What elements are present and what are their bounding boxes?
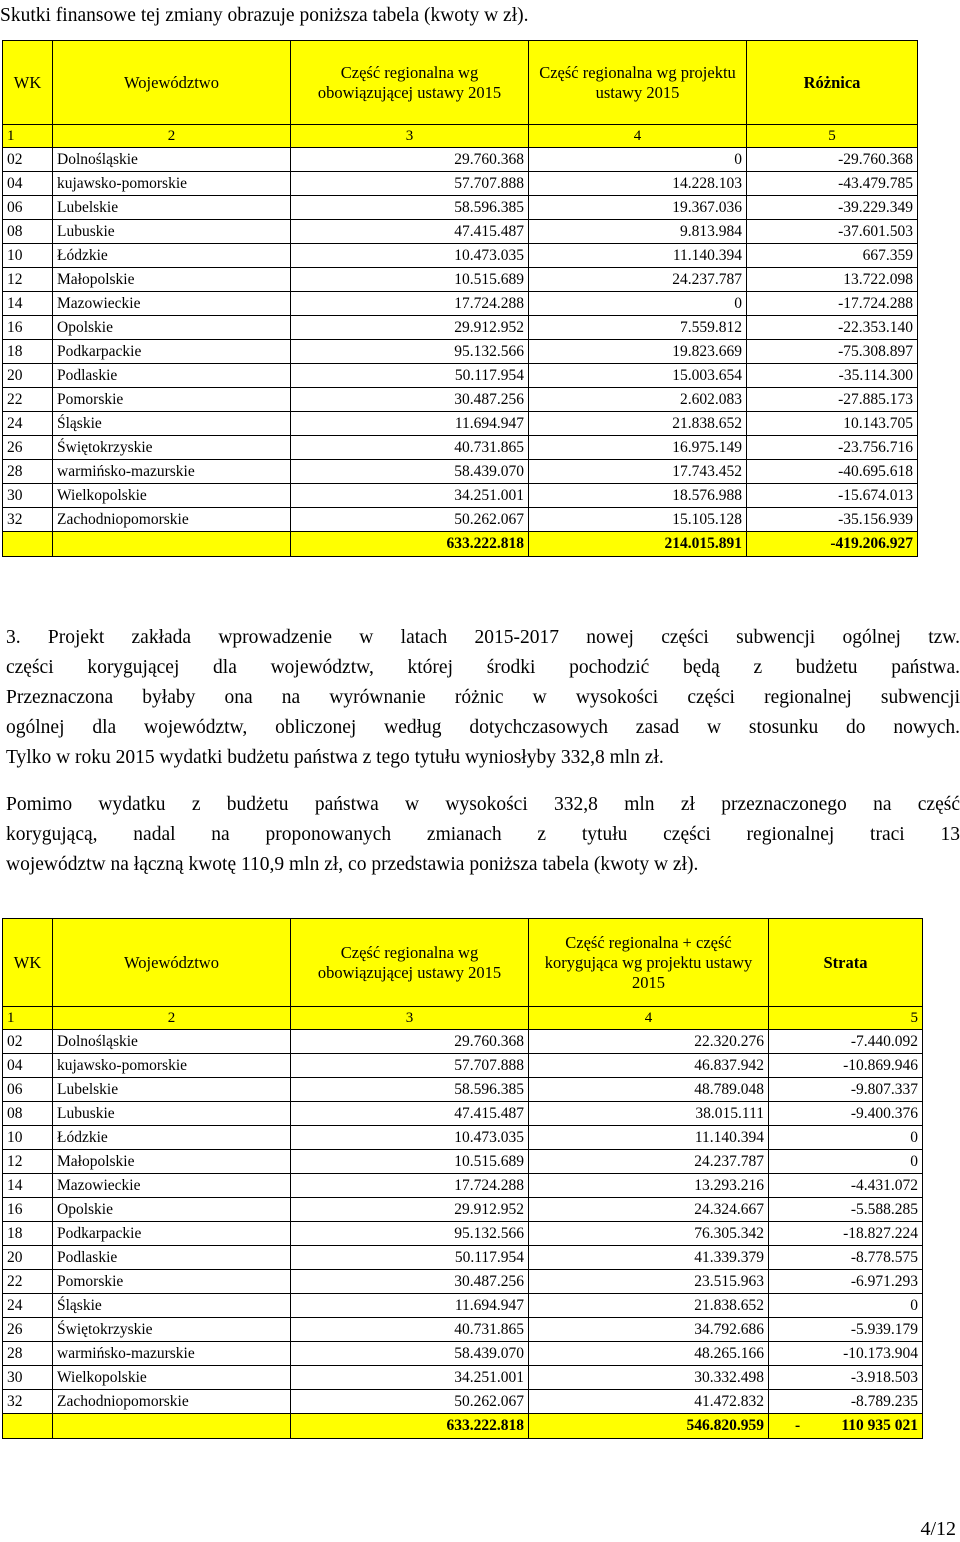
total-loss-value: 110 935 021	[841, 1417, 918, 1434]
row-voivodeship: Małopolskie	[53, 268, 291, 292]
row-current-value: 95.132.566	[291, 1222, 529, 1246]
table-row	[3, 1294, 923, 1318]
table-row	[3, 172, 918, 196]
col-number: 5	[769, 1007, 923, 1030]
row-wk-code: 12	[3, 1150, 53, 1174]
row-current-value: 11.694.947	[291, 412, 529, 436]
table-row	[3, 1078, 923, 1102]
paragraph-line: części korygującej dla województw, której środki pochodzić będą z budżetu państwa.	[6, 657, 960, 678]
row-wk-code: 08	[3, 1102, 53, 1126]
row-project-value: 48.265.166	[529, 1342, 769, 1366]
row-voivodeship: Zachodniopomorskie	[53, 1390, 291, 1414]
row-wk-code: 02	[3, 148, 53, 172]
table-row	[3, 1342, 923, 1366]
row-wk-code: 06	[3, 1078, 53, 1102]
table-row	[3, 388, 918, 412]
total-loss	[769, 1414, 923, 1439]
row-wk-code: 16	[3, 1198, 53, 1222]
row-result-value: 10.143.705	[747, 412, 918, 436]
col-number: 2	[53, 125, 291, 148]
row-current-value: 30.487.256	[291, 1270, 529, 1294]
total-difference: -419.206.927	[747, 532, 918, 557]
paragraph-line: korygującą, nadal na proponowanych zmianach z tytułu części regionalnej traci 13	[6, 824, 960, 845]
col-number: 1	[3, 125, 53, 148]
table-row	[3, 364, 918, 388]
row-project-value: 13.293.216	[529, 1174, 769, 1198]
row-voivodeship: Lubelskie	[53, 196, 291, 220]
col-number: 4	[529, 1007, 769, 1030]
table2-body	[3, 1030, 923, 1414]
row-project-value: 2.602.083	[529, 388, 747, 412]
row-wk-code: 24	[3, 1294, 53, 1318]
row-project-value: 34.792.686	[529, 1318, 769, 1342]
table-row	[3, 1126, 923, 1150]
table-row	[3, 1030, 923, 1054]
row-project-value: 19.367.036	[529, 196, 747, 220]
row-result-value: -5.588.285	[769, 1198, 923, 1222]
row-project-value: 11.140.394	[529, 244, 747, 268]
page-number: 4/12	[920, 1518, 956, 1540]
row-project-value: 7.559.812	[529, 316, 747, 340]
row-wk-code: 14	[3, 292, 53, 316]
row-current-value: 29.760.368	[291, 1030, 529, 1054]
row-current-value: 29.760.368	[291, 148, 529, 172]
row-project-value: 14.228.103	[529, 172, 747, 196]
row-voivodeship: Śląskie	[53, 412, 291, 436]
row-wk-code: 28	[3, 1342, 53, 1366]
row-result-value: -22.353.140	[747, 316, 918, 340]
table-row	[3, 1270, 923, 1294]
row-result-value: -7.440.092	[769, 1030, 923, 1054]
total-project: 546.820.959	[529, 1414, 769, 1439]
row-current-value: 57.707.888	[291, 1054, 529, 1078]
row-voivodeship: Małopolskie	[53, 1150, 291, 1174]
row-project-value: 17.743.452	[529, 460, 747, 484]
header-voivodeship: Województwo	[53, 919, 291, 1007]
row-current-value: 58.439.070	[291, 460, 529, 484]
row-project-value: 19.823.669	[529, 340, 747, 364]
paragraph-3	[6, 623, 960, 773]
header-difference: Różnica	[747, 41, 918, 125]
row-result-value: -9.400.376	[769, 1102, 923, 1126]
table-row	[3, 460, 918, 484]
row-result-value: -5.939.179	[769, 1318, 923, 1342]
row-result-value: -8.789.235	[769, 1390, 923, 1414]
table-row	[3, 268, 918, 292]
col-number: 2	[53, 1007, 291, 1030]
row-current-value: 47.415.487	[291, 1102, 529, 1126]
row-current-value: 10.473.035	[291, 1126, 529, 1150]
row-voivodeship: Lubuskie	[53, 220, 291, 244]
row-voivodeship: Podkarpackie	[53, 340, 291, 364]
row-project-value: 24.237.787	[529, 1150, 769, 1174]
row-voivodeship: Lubuskie	[53, 1102, 291, 1126]
row-project-value: 11.140.394	[529, 1126, 769, 1150]
table-row	[3, 508, 918, 532]
total-empty-cell	[53, 1414, 291, 1439]
row-wk-code: 32	[3, 508, 53, 532]
row-project-value: 15.003.654	[529, 364, 747, 388]
row-current-value: 17.724.288	[291, 292, 529, 316]
total-empty-cell	[3, 532, 53, 557]
row-voivodeship: Wielkopolskie	[53, 484, 291, 508]
row-voivodeship: Świętokrzyskie	[53, 1318, 291, 1342]
row-current-value: 29.912.952	[291, 316, 529, 340]
row-current-value: 95.132.566	[291, 340, 529, 364]
row-voivodeship: Wielkopolskie	[53, 1366, 291, 1390]
row-result-value: -75.308.897	[747, 340, 918, 364]
row-result-value: -3.918.503	[769, 1366, 923, 1390]
row-project-value: 23.515.963	[529, 1270, 769, 1294]
row-current-value: 29.912.952	[291, 1198, 529, 1222]
row-project-value: 41.472.832	[529, 1390, 769, 1414]
row-wk-code: 24	[3, 412, 53, 436]
col-number: 4	[529, 125, 747, 148]
header-current-regional: Część regionalna wg obowiązującej ustawy 2015	[291, 41, 529, 125]
row-project-value: 46.837.942	[529, 1054, 769, 1078]
row-wk-code: 18	[3, 340, 53, 364]
row-project-value: 76.305.342	[529, 1222, 769, 1246]
row-wk-code: 04	[3, 1054, 53, 1078]
header-project-regional: Część regionalna wg projektu ustawy 2015	[529, 41, 747, 125]
row-voivodeship: Opolskie	[53, 316, 291, 340]
header-current-regional: Część regionalna wg obowiązującej ustawy 2015	[291, 919, 529, 1007]
row-project-value: 48.789.048	[529, 1078, 769, 1102]
row-voivodeship: Łódzkie	[53, 1126, 291, 1150]
row-result-value: -4.431.072	[769, 1174, 923, 1198]
table2-total-row	[3, 1414, 923, 1439]
table-row	[3, 292, 918, 316]
row-project-value: 41.339.379	[529, 1246, 769, 1270]
row-project-value: 21.838.652	[529, 1294, 769, 1318]
row-project-value: 38.015.111	[529, 1102, 769, 1126]
row-project-value: 21.838.652	[529, 412, 747, 436]
row-wk-code: 10	[3, 1126, 53, 1150]
row-result-value: -39.229.349	[747, 196, 918, 220]
row-current-value: 50.262.067	[291, 508, 529, 532]
table-row	[3, 484, 918, 508]
row-result-value: -43.479.785	[747, 172, 918, 196]
table-row	[3, 148, 918, 172]
row-wk-code: 18	[3, 1222, 53, 1246]
table-row	[3, 1102, 923, 1126]
row-result-value: 667.359	[747, 244, 918, 268]
row-wk-code: 28	[3, 460, 53, 484]
row-result-value: -35.156.939	[747, 508, 918, 532]
row-current-value: 34.251.001	[291, 1366, 529, 1390]
paragraph-line: 3. Projekt zakłada wprowadzenie w latach 2015-2017 nowej części subwencji ogólnej tzw.	[6, 627, 960, 648]
row-result-value: -17.724.288	[747, 292, 918, 316]
header-wk: WK	[3, 919, 53, 1007]
row-result-value: -8.778.575	[769, 1246, 923, 1270]
row-current-value: 34.251.001	[291, 484, 529, 508]
row-wk-code: 08	[3, 220, 53, 244]
row-project-value: 0	[529, 148, 747, 172]
row-voivodeship: Podlaskie	[53, 364, 291, 388]
row-result-value: 0	[769, 1150, 923, 1174]
col-number: 3	[291, 1007, 529, 1030]
row-wk-code: 26	[3, 1318, 53, 1342]
row-wk-code: 20	[3, 364, 53, 388]
row-current-value: 47.415.487	[291, 220, 529, 244]
row-result-value: -6.971.293	[769, 1270, 923, 1294]
row-voivodeship: Dolnośląskie	[53, 1030, 291, 1054]
row-current-value: 30.487.256	[291, 388, 529, 412]
header-voivodeship: Województwo	[53, 41, 291, 125]
row-voivodeship: Łódzkie	[53, 244, 291, 268]
row-current-value: 50.262.067	[291, 1390, 529, 1414]
row-current-value: 40.731.865	[291, 1318, 529, 1342]
row-wk-code: 26	[3, 436, 53, 460]
row-project-value: 18.576.988	[529, 484, 747, 508]
table-row	[3, 1222, 923, 1246]
row-voivodeship: Świętokrzyskie	[53, 436, 291, 460]
intro-text: Skutki finansowe tej zmiany obrazuje poniższa tabela (kwoty w zł).	[0, 5, 529, 26]
table-row	[3, 244, 918, 268]
row-wk-code: 02	[3, 1030, 53, 1054]
row-current-value: 11.694.947	[291, 1294, 529, 1318]
row-wk-code: 30	[3, 484, 53, 508]
table-row	[3, 1390, 923, 1414]
total-current: 633.222.818	[291, 1414, 529, 1439]
paragraph-line: Pomimo wydatku z budżetu państwa w wysokości 332,8 mln zł przeznaczonego na część	[6, 794, 960, 815]
total-current: 633.222.818	[291, 532, 529, 557]
row-result-value: -10.173.904	[769, 1342, 923, 1366]
row-wk-code: 30	[3, 1366, 53, 1390]
table1-total-row	[3, 532, 918, 557]
table1-body	[3, 148, 918, 532]
total-loss-dash: -	[795, 1417, 801, 1434]
row-voivodeship: Pomorskie	[53, 1270, 291, 1294]
row-wk-code: 22	[3, 1270, 53, 1294]
row-voivodeship: kujawsko-pomorskie	[53, 172, 291, 196]
row-result-value: 0	[769, 1294, 923, 1318]
row-wk-code: 16	[3, 316, 53, 340]
table-row	[3, 1318, 923, 1342]
row-project-value: 16.975.149	[529, 436, 747, 460]
table-row	[3, 196, 918, 220]
row-result-value: -15.674.013	[747, 484, 918, 508]
table-row	[3, 1246, 923, 1270]
row-project-value: 9.813.984	[529, 220, 747, 244]
row-current-value: 10.473.035	[291, 244, 529, 268]
table-regional-difference	[2, 40, 918, 557]
row-voivodeship: warmińsko-mazurskie	[53, 1342, 291, 1366]
row-current-value: 57.707.888	[291, 172, 529, 196]
table-row	[3, 316, 918, 340]
row-wk-code: 20	[3, 1246, 53, 1270]
row-project-value: 24.324.667	[529, 1198, 769, 1222]
col-number: 5	[747, 125, 918, 148]
row-current-value: 50.117.954	[291, 1246, 529, 1270]
row-result-value: -29.760.368	[747, 148, 918, 172]
row-voivodeship: Mazowieckie	[53, 1174, 291, 1198]
row-current-value: 10.515.689	[291, 268, 529, 292]
row-wk-code: 10	[3, 244, 53, 268]
row-voivodeship: warmińsko-mazurskie	[53, 460, 291, 484]
row-project-value: 0	[529, 292, 747, 316]
table-row	[3, 1198, 923, 1222]
paragraph-line: województw na łączną kwotę 110,9 mln zł, co przedstawia poniższa tabela (kwoty w zł).	[6, 854, 699, 875]
total-empty-cell	[3, 1414, 53, 1439]
row-result-value: -18.827.224	[769, 1222, 923, 1246]
table-regional-loss	[2, 918, 923, 1439]
row-project-value: 30.332.498	[529, 1366, 769, 1390]
row-current-value: 58.439.070	[291, 1342, 529, 1366]
paragraph-line: ogólnej dla województw, obliczonej według dotychczasowych zasad w stosunku do nowych.	[6, 717, 960, 738]
row-voivodeship: Mazowieckie	[53, 292, 291, 316]
total-empty-cell	[53, 532, 291, 557]
row-result-value: -10.869.946	[769, 1054, 923, 1078]
table-row	[3, 412, 918, 436]
row-result-value: 13.722.098	[747, 268, 918, 292]
row-voivodeship: Zachodniopomorskie	[53, 508, 291, 532]
table-row	[3, 1366, 923, 1390]
row-voivodeship: Podlaskie	[53, 1246, 291, 1270]
paragraph-line: Przeznaczona byłaby ona na wyrównanie różnic w wysokości części regionalnej subwencji	[6, 687, 960, 708]
row-voivodeship: Dolnośląskie	[53, 148, 291, 172]
table-row	[3, 220, 918, 244]
header-regional-plus-corrective: Część regionalna + część korygująca wg projektu ustawy 2015	[529, 919, 769, 1007]
col-number: 1	[3, 1007, 53, 1030]
table-row	[3, 1054, 923, 1078]
row-result-value: 0	[769, 1126, 923, 1150]
table-row	[3, 340, 918, 364]
row-current-value: 40.731.865	[291, 436, 529, 460]
row-current-value: 50.117.954	[291, 364, 529, 388]
row-project-value: 22.320.276	[529, 1030, 769, 1054]
row-voivodeship: Opolskie	[53, 1198, 291, 1222]
row-voivodeship: Śląskie	[53, 1294, 291, 1318]
row-current-value: 58.596.385	[291, 1078, 529, 1102]
row-wk-code: 32	[3, 1390, 53, 1414]
row-project-value: 15.105.128	[529, 508, 747, 532]
paragraph-loss	[6, 790, 960, 880]
row-result-value: -9.807.337	[769, 1078, 923, 1102]
row-wk-code: 22	[3, 388, 53, 412]
col-number: 3	[291, 125, 529, 148]
row-voivodeship: kujawsko-pomorskie	[53, 1054, 291, 1078]
table-row	[3, 1174, 923, 1198]
row-current-value: 17.724.288	[291, 1174, 529, 1198]
total-project: 214.015.891	[529, 532, 747, 557]
table-row	[3, 436, 918, 460]
row-voivodeship: Lubelskie	[53, 1078, 291, 1102]
row-wk-code: 14	[3, 1174, 53, 1198]
row-result-value: -40.695.618	[747, 460, 918, 484]
row-result-value: -35.114.300	[747, 364, 918, 388]
row-voivodeship: Podkarpackie	[53, 1222, 291, 1246]
row-wk-code: 12	[3, 268, 53, 292]
row-wk-code: 06	[3, 196, 53, 220]
header-wk: WK	[3, 41, 53, 125]
row-project-value: 24.237.787	[529, 268, 747, 292]
row-current-value: 10.515.689	[291, 1150, 529, 1174]
row-wk-code: 04	[3, 172, 53, 196]
row-result-value: -27.885.173	[747, 388, 918, 412]
table-row	[3, 1150, 923, 1174]
paragraph-line: Tylko w roku 2015 wydatki budżetu państwa z tego tytułu wyniosłyby 332,8 mln zł.	[6, 747, 664, 768]
header-loss: Strata	[769, 919, 923, 1007]
row-result-value: -37.601.503	[747, 220, 918, 244]
row-result-value: -23.756.716	[747, 436, 918, 460]
row-voivodeship: Pomorskie	[53, 388, 291, 412]
row-current-value: 58.596.385	[291, 196, 529, 220]
